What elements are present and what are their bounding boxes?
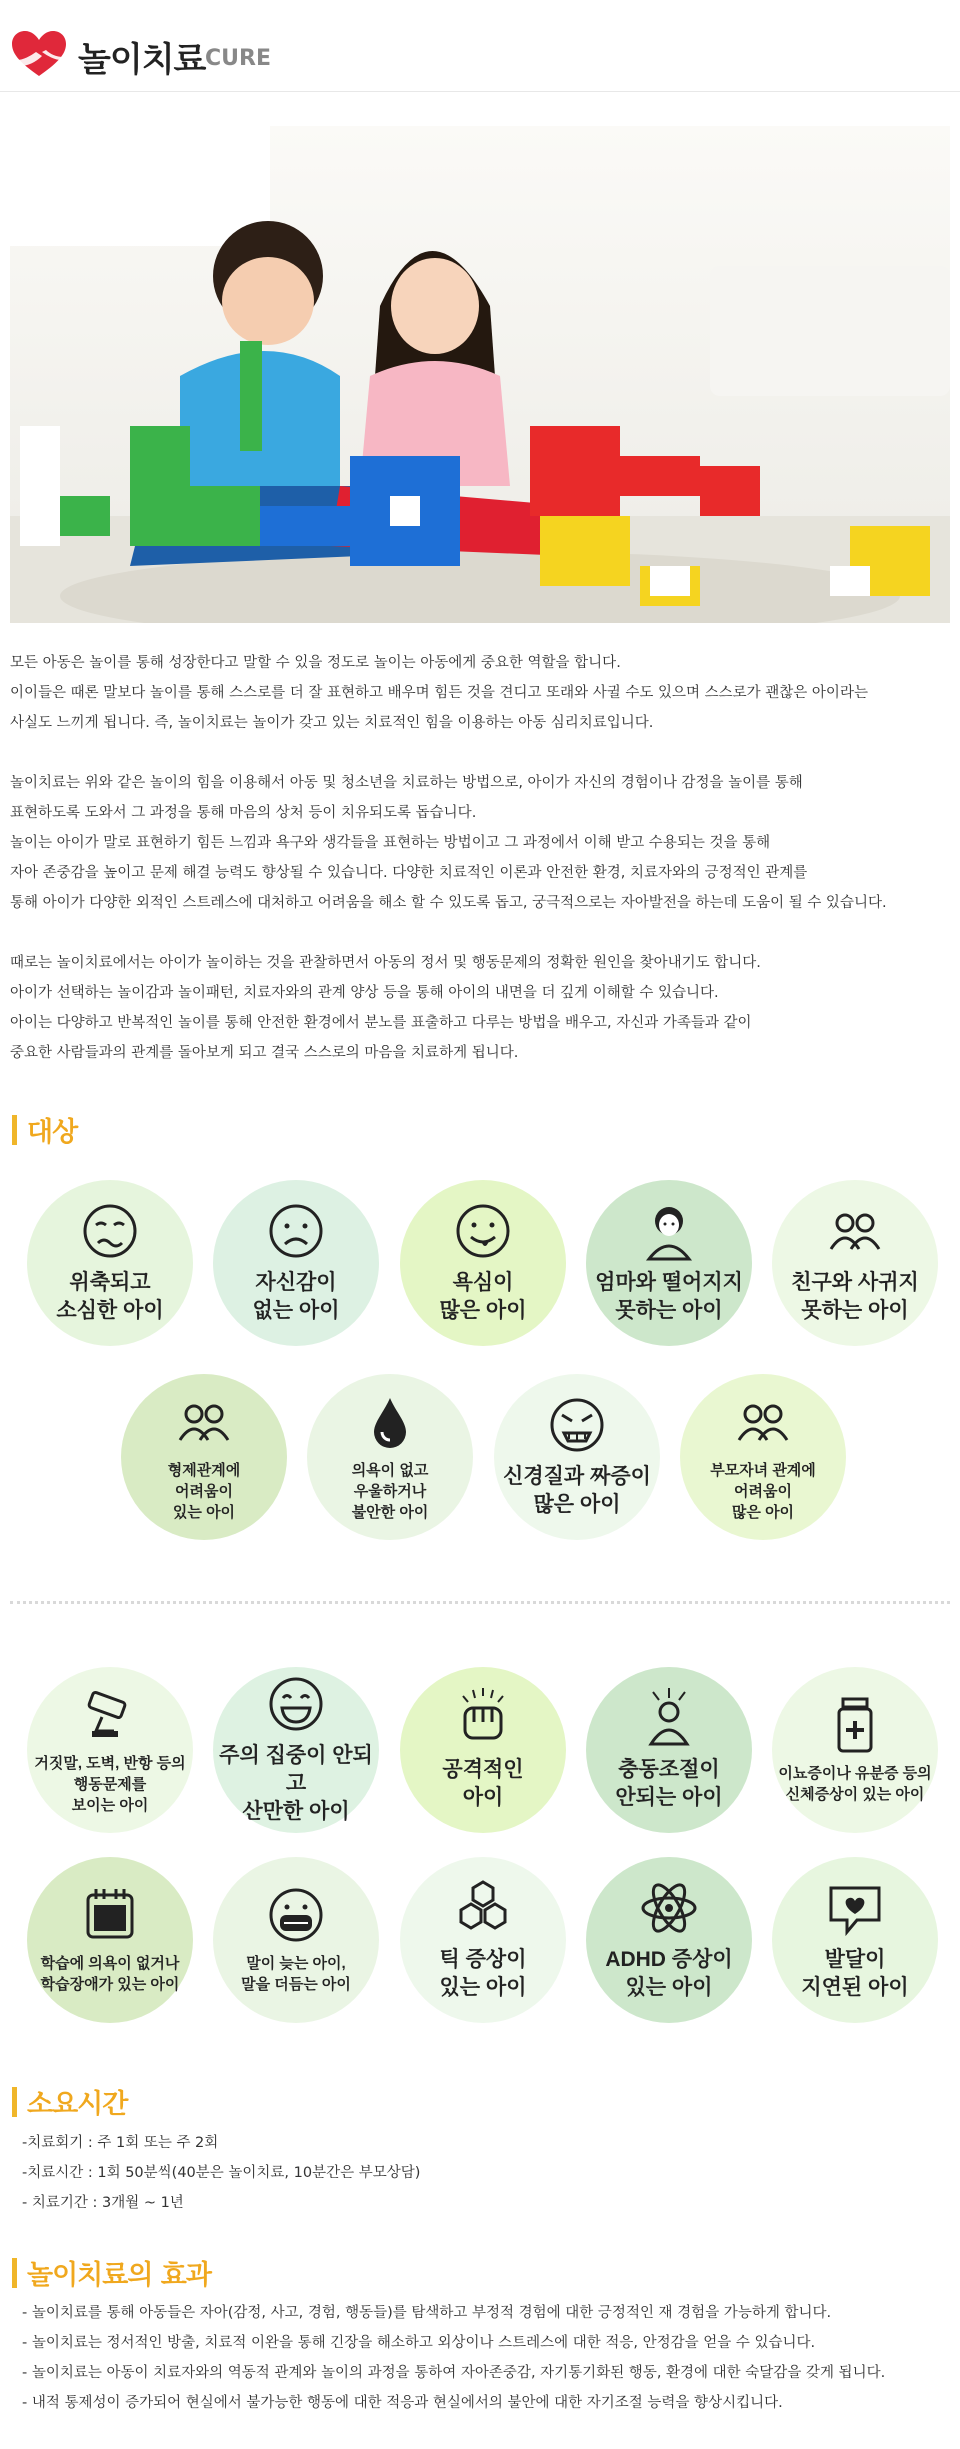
target-label: 공격적인 아이 [442, 1758, 524, 1809]
target-label: 친구와 사귀지 못하는 아이 [791, 1271, 919, 1322]
list-item: -치료시간 : 1회 50분씩(40분은 놀이치료, 10분간은 부모상담) [22, 2165, 421, 2181]
intro-paragraph: 때로는 놀이치료에서는 아이가 놀이하는 것을 관찰하면서 아동의 정서 및 행동문제의 정확한 원인을 찾아내기도 합니다. 아이가 선택하는 놀이감과 놀이패턴, 치료자와의 관계 양상 등을 통해 아이의 내면을 더 깊게 이해할 수 있습니다. 아이는 다양하고 반복적인 놀이를 통해 안전한 환경에서 분노를 표출하고 다루는 방법을 배우고, 자신과 가족들과 같이 중요한 사람들과의 관계를 돌아보게 되고 결국 스스로의 마음을 치료하게 됩니다. [10, 955, 761, 1061]
target-item [494, 1374, 660, 1540]
target-item [27, 1667, 193, 1833]
worried-face-icon [80, 1201, 140, 1261]
intro-paragraph: 모든 아동은 놀이를 통해 성장한다고 말할 수 있을 정도로 놀이는 아동에게 중요한 역할을 합니다. 이이들은 때론 말보다 놀이를 통해 스스로를 더 잘 표현하고 배우며 힘든 것을 견디고 또래와 사귈 수도 있으며 스스로가 괜찮은 아이라는 사실도 느끼게 됩니다. 즉, 놀이치료는 놀이가 갖고 있는 치료적인 힘을 이용하는 아동 심리치료입니다. [10, 655, 868, 731]
target-item [772, 1667, 938, 1833]
target-label: 발달이 지연된 아이 [801, 1948, 909, 1999]
target-label: 욕심이 많은 아이 [439, 1271, 527, 1322]
children-playing-blocks-photo [10, 126, 950, 623]
target-item [121, 1374, 287, 1540]
target-label: 이뇨증이나 유분증 등의 신체증상이 있는 아이 [778, 1765, 932, 1803]
impulsive-person-icon [639, 1688, 699, 1748]
list-item: - 놀이치료는 아동이 치료자와의 역동적 관계와 놀이의 과정을 통하여 자아존중감, 자기통기화된 행동, 환경에 대한 숙달감을 갖게 됩니다. [22, 2365, 886, 2381]
target-item [586, 1667, 752, 1833]
tongue-face-icon [453, 1201, 513, 1261]
page-header [0, 0, 960, 92]
target-item [213, 1857, 379, 2023]
calendar-icon [80, 1885, 140, 1945]
siblings-icon [174, 1392, 234, 1452]
list-item: - 내적 통제성이 증가되어 현실에서 불가능한 행동에 대한 적응과 현실에서의 불안에 대한 자기조절 능력을 향상시킵니다. [22, 2395, 783, 2411]
angry-face-icon [547, 1395, 607, 1455]
hero-image [10, 126, 950, 623]
target-item [27, 1180, 193, 1346]
fist-icon [453, 1688, 513, 1748]
target-label: 학습에 의욕이 없거나 학습장애가 있는 아이 [40, 1955, 180, 1993]
page-subtitle: CURE [205, 46, 271, 71]
target-item [27, 1857, 193, 2023]
intro-paragraph: 놀이치료는 위와 같은 놀이의 힘을 이용해서 아동 및 청소년을 치료하는 방법으로, 아이가 자신의 경험이나 감정을 놀이를 통해 표현하도록 도와서 그 과정을 통해 마음의 상처 등이 치유되도록 돕습니다. 놀이는 아이가 말로 표현하기 힘든 느낌과 욕구와 생각들을 표현하는 방법이고 그 과정에서 이해 받고 수용되는 것을 통해 자아 존중감을 높이고 문제 해결 능력도 향상될 수 있습니다. 다양한 치료적인 이론과 안전한 환경, 치료자와의 긍정적인 관계를 통해 아이가 다양한 외적인 스트레스에 대처하고 어려움을 해소 할 수 있도록 돕고, 궁극적으로는 자아발전을 하는데 도움이 될 수 있습니다. [10, 775, 887, 911]
target-label: 신경질과 짜증이 많은 아이 [503, 1465, 651, 1516]
intro-text [10, 648, 950, 1098]
hexagon-molecule-icon [453, 1878, 513, 1938]
two-friends-icon [825, 1201, 885, 1261]
cctv-camera-icon [80, 1685, 140, 1745]
target-label: 부모자녀 관계에 어려움이 많은 아이 [710, 1461, 816, 1521]
target-label: 틱 증상이 있는 아이 [439, 1948, 527, 1999]
parent-child-icon [733, 1392, 793, 1452]
target-label: 위축되고 소심한 아이 [56, 1271, 164, 1322]
target-item [772, 1180, 938, 1346]
heart-hands-icon [10, 30, 68, 80]
target-item [772, 1857, 938, 2023]
section-heading-effects: 놀이치료의 효과 [12, 2253, 211, 2292]
target-label: ADHD 증상이 있는 아이 [605, 1948, 733, 1999]
page-title: 놀이치료 [78, 40, 206, 80]
target-label: 엄마와 떨어지지 못하는 아이 [595, 1271, 743, 1322]
target-item [586, 1180, 752, 1346]
target-label: 형제관계에 어려움이 있는 아이 [167, 1461, 241, 1521]
target-item [213, 1180, 379, 1346]
target-label: 주의 집중이 안되고 산만한 아이 [219, 1744, 373, 1823]
section-heading-duration: 소요시간 [12, 2082, 127, 2121]
heart-speech-bubble-icon [825, 1878, 885, 1938]
target-label: 말이 늦는 아이, 말을 더듬는 아이 [241, 1955, 351, 1993]
section-heading-targets: 대상 [12, 1110, 77, 1149]
target-item [400, 1667, 566, 1833]
water-drop-icon [360, 1392, 420, 1452]
medicine-bottle-icon [825, 1695, 885, 1755]
target-item [586, 1857, 752, 2023]
target-label: 충동조절이 안되는 아이 [615, 1758, 723, 1809]
list-item: - 놀이치료는 정서적인 방출, 치료적 이완을 통해 긴장을 해소하고 외상이나 스트레스에 대한 적응, 안정감을 얻을 수 있습니다. [22, 2335, 816, 2351]
list-item: - 치료기간 : 3개월 ~ 1년 [22, 2195, 184, 2211]
divider [10, 1601, 950, 1604]
target-item [680, 1374, 846, 1540]
target-item [400, 1180, 566, 1346]
target-item [400, 1857, 566, 2023]
masked-face-icon [266, 1885, 326, 1945]
smile-face-icon [266, 1674, 326, 1734]
mother-icon [639, 1201, 699, 1261]
target-item [307, 1374, 473, 1540]
effects-list [22, 2298, 885, 2418]
target-label: 의욕이 없고 우울하거나 불안한 아이 [351, 1461, 429, 1521]
target-label: 자신감이 없는 아이 [252, 1271, 340, 1322]
target-label: 거짓말, 도벽, 반항 등의 행동문제를 보이는 아이 [34, 1754, 186, 1814]
duration-list [22, 2128, 420, 2218]
target-item [213, 1667, 379, 1833]
atom-icon [639, 1878, 699, 1938]
list-item: -치료회기 : 주 1회 또는 주 2회 [22, 2135, 219, 2151]
list-item: - 놀이치료를 통해 아동들은 자아(감정, 사고, 경험, 행동들)를 탐색하고 부정적 경험에 대한 긍정적인 재 경험을 가능하게 합니다. [22, 2305, 832, 2321]
sad-face-icon [266, 1201, 326, 1261]
